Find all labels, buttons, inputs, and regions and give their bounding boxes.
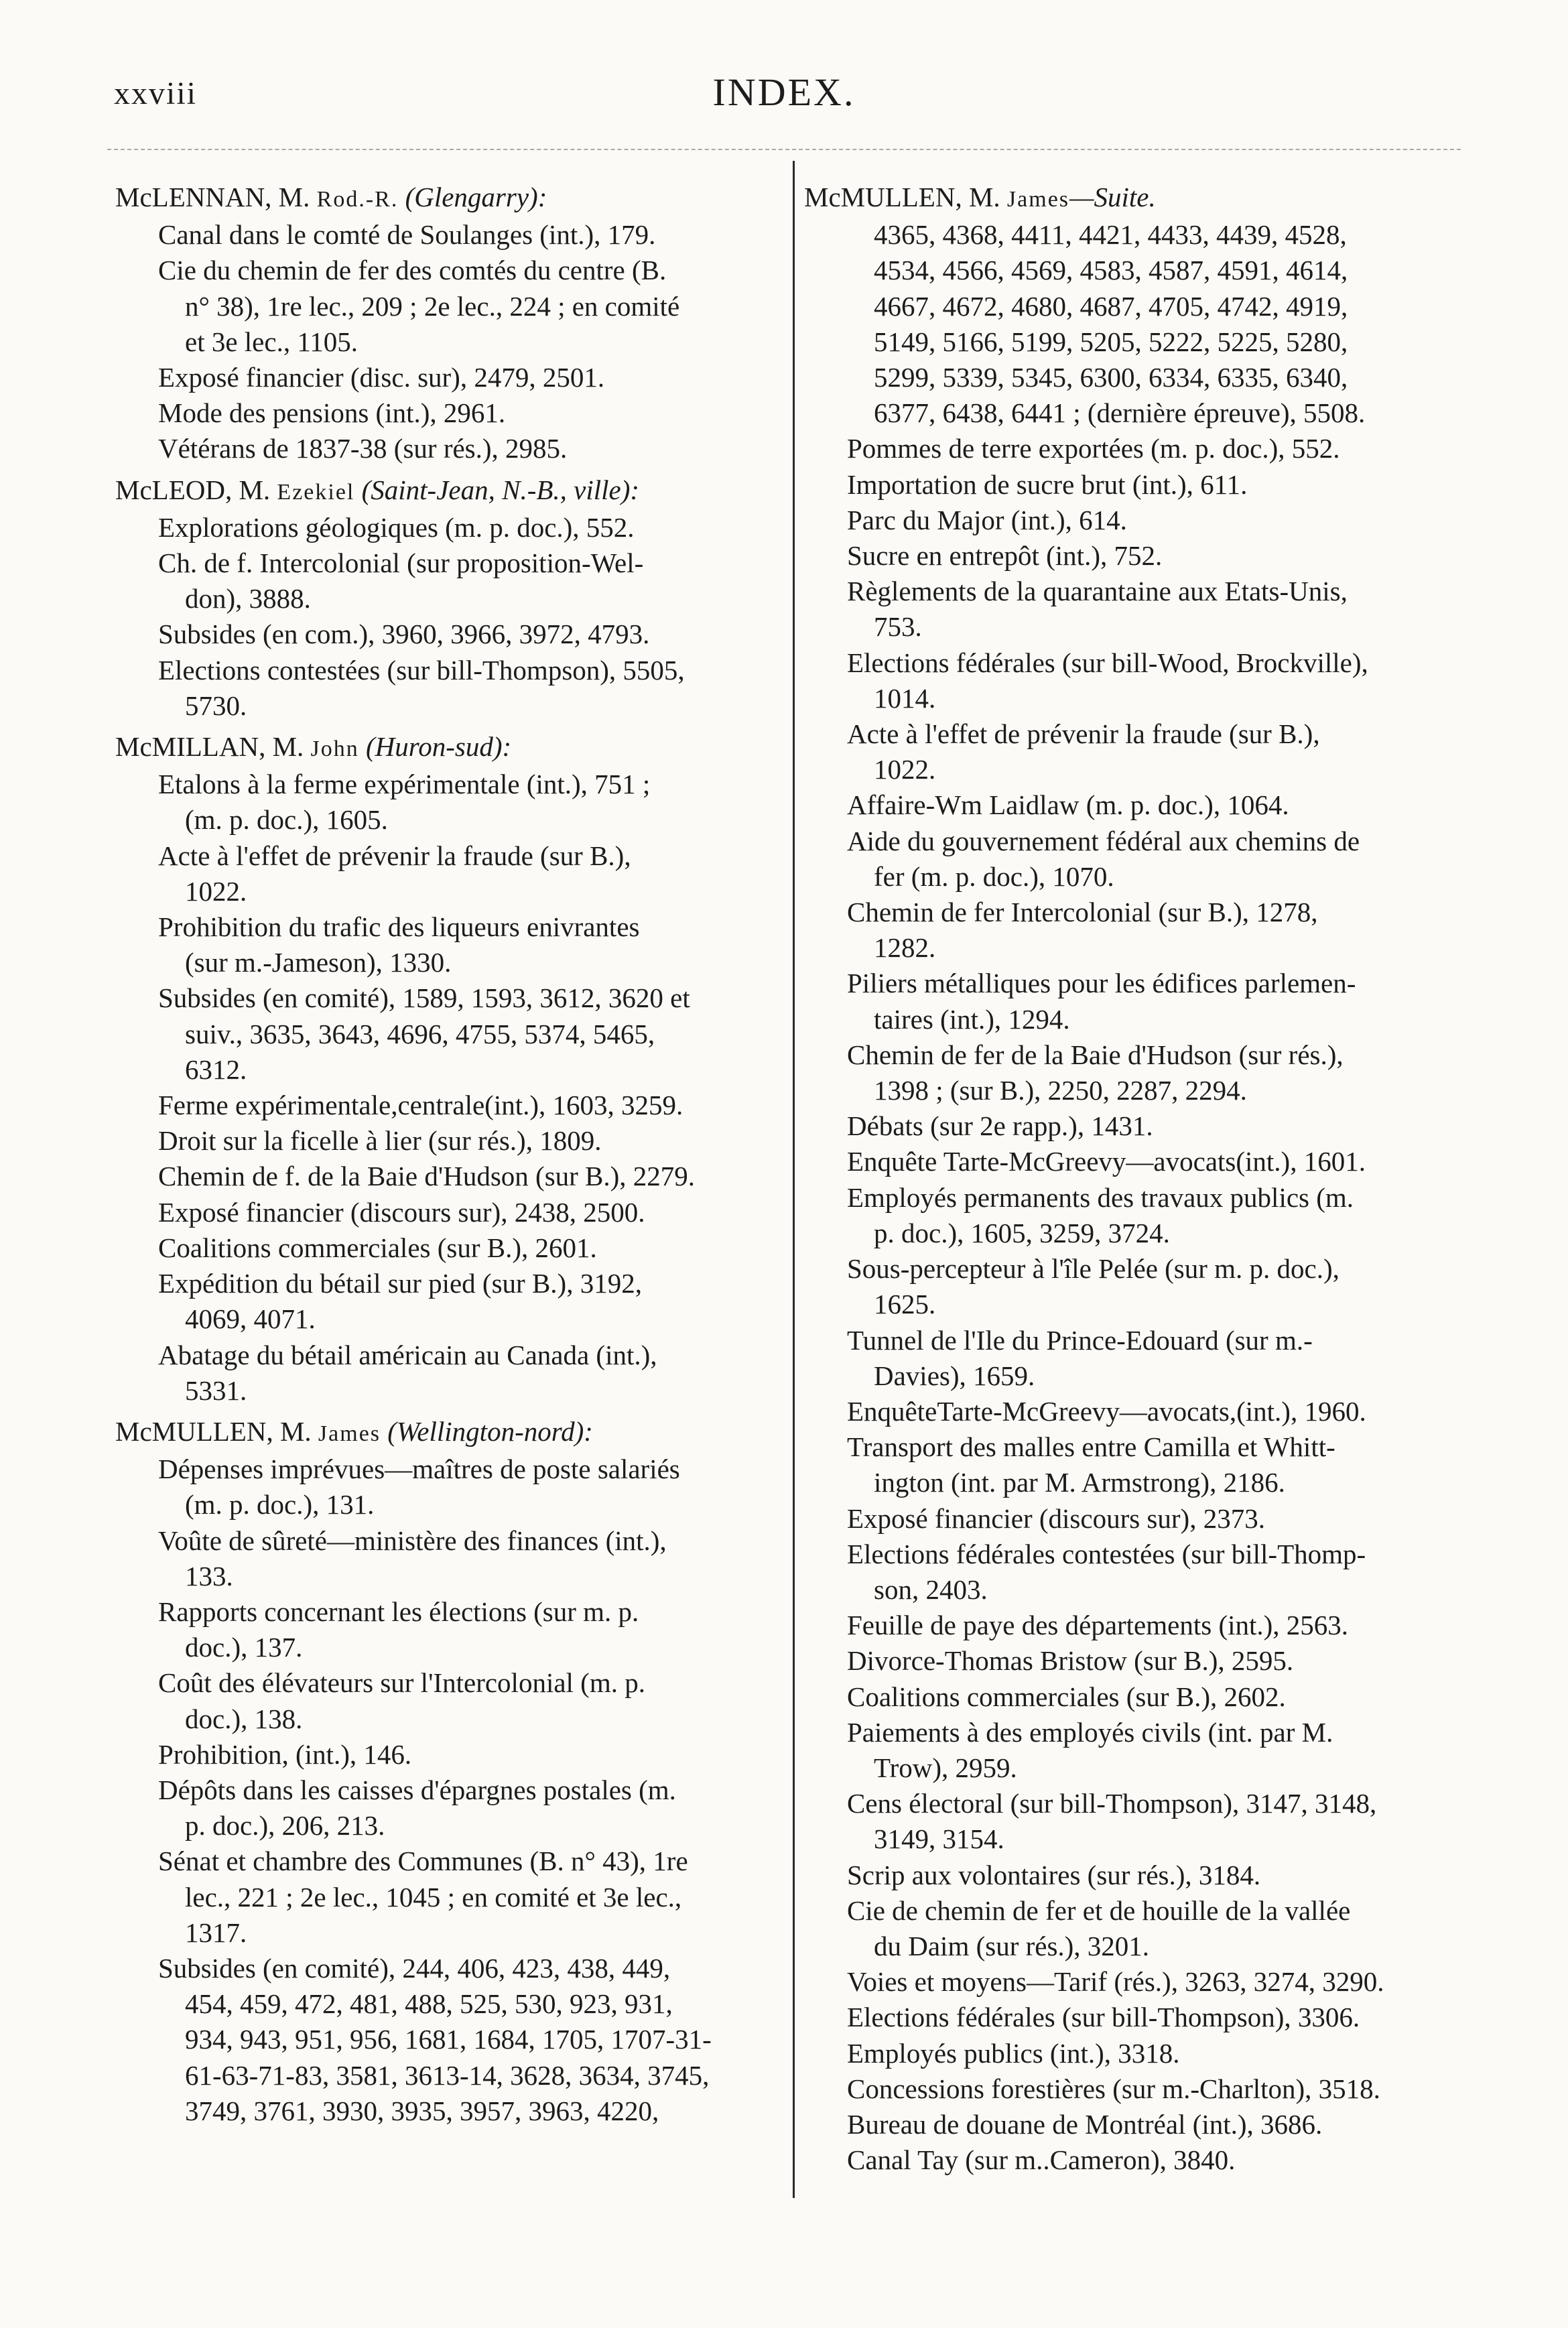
member-riding: (Huron-sud): [366, 731, 512, 763]
index-line: Exposé financier (discours sur), 2438, 2500. [158, 1196, 645, 1228]
index-line: (m. p. doc.), 1605. [185, 804, 388, 836]
index-line: Voûte de sûreté—ministère des finances (int.), [158, 1525, 667, 1556]
index-entry-mclennan [115, 180, 779, 467]
continuation-suffix: —Suite. [1069, 182, 1156, 212]
index-line: Elections fédérales (sur bill-Wood, Brockville), [847, 647, 1368, 678]
index-line: Employés publics (int.), 3318. [847, 2037, 1180, 2069]
index-line: 4667, 4672, 4680, 4687, 4705, 4742, 4919, [874, 290, 1348, 322]
index-line: Prohibition du trafic des liqueurs enivrantes [158, 911, 640, 943]
index-line: Davies), 1659. [874, 1360, 1035, 1391]
index-line: Etalons à la ferme expérimentale (int.), 751 ; [158, 769, 651, 800]
index-line: Affaire-Wm Laidlaw (m. p. doc.), 1064. [847, 789, 1289, 821]
index-line: 1398 ; (sur B.), 2250, 2287, 2294. [874, 1075, 1247, 1106]
index-line: et 3e lec., 1105. [185, 326, 358, 357]
index-line: son, 2403. [874, 1573, 988, 1605]
right-column [804, 180, 1477, 2178]
index-line: Concessions forestières (sur m.-Charlton), 3518. [847, 2073, 1380, 2104]
index-line: 1022. [874, 754, 936, 785]
index-line: Parc du Major (int.), 614. [847, 504, 1127, 535]
index-line: Règlements de la quarantaine aux Etats-Unis, [847, 576, 1348, 607]
index-line: Acte à l'effet de prévenir la fraude (sur B.), [847, 718, 1320, 750]
left-column [115, 180, 779, 2134]
page-number: xxviii [114, 76, 198, 111]
member-riding: (Saint-Jean, N.-B., ville): [361, 474, 640, 505]
index-line: ington (int. par M. Armstrong), 2186. [874, 1467, 1285, 1498]
entry-heading [115, 1414, 779, 1451]
member-name: McMILLAN, M. [115, 731, 304, 763]
index-line: Droit sur la ficelle à lier (sur rés.), 1809. [158, 1125, 602, 1157]
index-line: Trow), 2959. [874, 1752, 1017, 1783]
index-line: (m. p. doc.), 131. [185, 1489, 375, 1521]
index-line: suiv., 3635, 3643, 4696, 4755, 5374, 5465, [185, 1018, 655, 1049]
header-rule [107, 149, 1461, 150]
member-given-name: Rod.-R. [316, 187, 399, 212]
index-line: Canal dans le comté de Soulanges (int.), 179. [158, 219, 656, 251]
index-line: 5299, 5339, 5345, 6300, 6334, 6335, 6340, [874, 362, 1348, 393]
index-line: Scrip aux volontaires (sur rés.), 3184. [847, 1859, 1261, 1890]
index-line: Sous-percepteur à l'île Pelée (sur m. p. doc.), [847, 1253, 1340, 1285]
member-given-name: Ezekiel [277, 479, 355, 505]
index-line: 454, 459, 472, 481, 488, 525, 530, 923, 931, [185, 1988, 673, 2020]
index-line: 5730. [185, 690, 247, 721]
index-line: 4365, 4368, 4411, 4421, 4433, 4439, 4528, [874, 219, 1347, 251]
index-line: Sénat et chambre des Communes (B. n° 43), 1re [158, 1846, 688, 1877]
index-line: Rapports concernant les élections (sur m. p. [158, 1596, 639, 1627]
index-entry-mcmullen [115, 1414, 779, 2129]
index-line: Cens électoral (sur bill-Thompson), 3147, 3148, [847, 1788, 1377, 1819]
index-line: Cie du chemin de fer des comtés du centre (B. [158, 255, 667, 286]
index-line: 934, 943, 951, 956, 1681, 1684, 1705, 1707-31- [185, 2024, 712, 2055]
index-line: Pommes de terre exportées (m. p. doc.), 552. [847, 433, 1340, 464]
index-line: Elections fédérales (sur bill-Thompson), 3306. [847, 2002, 1360, 2033]
index-line: Subsides (en com.), 3960, 3966, 3972, 4793. [158, 619, 650, 650]
index-line: taires (int.), 1294. [874, 1003, 1070, 1035]
index-line: 1022. [185, 875, 247, 907]
index-line: p. doc.), 206, 213. [185, 1810, 385, 1841]
index-line: n° 38), 1re lec., 209 ; 2e lec., 224 ; en comité [185, 290, 680, 322]
index-line: 753. [874, 611, 922, 643]
index-line: Enquête Tarte-McGreevy—avocats(int.), 1601. [847, 1146, 1366, 1177]
index-line: 6312. [185, 1053, 247, 1085]
index-line: lec., 221 ; 2e lec., 1045 ; en comité et 3e lec., [185, 1881, 682, 1913]
page-title: INDEX. [712, 70, 856, 114]
index-line: 3749, 3761, 3930, 3935, 3957, 3963, 4220, [185, 2095, 659, 2126]
member-name: McMULLEN, M. [804, 182, 1000, 212]
index-line: 6377, 6438, 6441 ; (dernière épreuve), 5508. [874, 397, 1366, 429]
index-line: Feuille de paye des départements (int.), 2563. [847, 1610, 1349, 1641]
column-divider [793, 161, 795, 2198]
index-line: Subsides (en comité), 1589, 1593, 3612, 3620 et [158, 982, 690, 1014]
index-line: Voies et moyens—Tarif (rés.), 3263, 3274, 3290. [847, 1966, 1384, 1998]
index-line: Vétérans de 1837-38 (sur rés.), 2985. [158, 433, 568, 464]
index-line: 4069, 4071. [185, 1303, 316, 1335]
index-line: Cie de chemin de fer et de houille de la vallée [847, 1894, 1351, 1926]
index-line: Divorce-Thomas Bristow (sur B.), 2595. [847, 1645, 1294, 1677]
index-line: p. doc.), 1605, 3259, 3724. [874, 1217, 1170, 1248]
index-line: don), 3888. [185, 583, 311, 615]
index-line: 61-63-71-83, 3581, 3613-14, 3628, 3634, 3745, [185, 2059, 710, 2091]
index-line: Expédition du bétail sur pied (sur B.), 3192, [158, 1268, 642, 1299]
index-line: doc.), 138. [185, 1703, 303, 1734]
index-line: EnquêteTarte-McGreevy—avocats,(int.), 1960. [847, 1395, 1366, 1427]
index-line: Ch. de f. Intercolonial (sur proposition-Wel- [158, 547, 644, 579]
index-line: Coalitions commerciales (sur B.), 2602. [847, 1681, 1286, 1712]
member-given-name: James [318, 1421, 381, 1446]
index-line: Exposé financier (discours sur), 2373. [847, 1502, 1265, 1534]
index-line: Sucre en entrepôt (int.), 752. [847, 540, 1163, 572]
member-name: McLEOD, M. [115, 474, 271, 505]
index-entry-mcmillan [115, 729, 779, 1409]
index-line: du Daim (sur rés.), 3201. [874, 1930, 1150, 1961]
member-given-name: James [1006, 187, 1070, 212]
continuation-heading [804, 180, 1477, 217]
index-line: Employés permanents des travaux publics (m. [847, 1181, 1354, 1213]
index-line: Importation de sucre brut (int.), 611. [847, 468, 1248, 500]
index-line: Tunnel de l'Ile du Prince-Edouard (sur m.- [847, 1324, 1313, 1356]
entry-heading [115, 472, 779, 510]
index-line: Exposé financier (disc. sur), 2479, 2501. [158, 362, 605, 393]
index-line: Coalitions commerciales (sur B.), 2601. [158, 1232, 597, 1263]
index-line: Piliers métalliques pour les édifices parlemen- [847, 968, 1356, 999]
index-line: 1317. [185, 1917, 247, 1948]
index-line: Subsides (en comité), 244, 406, 423, 438, 449, [158, 1952, 671, 1984]
index-line: Débats (sur 2e rapp.), 1431. [847, 1110, 1153, 1142]
index-line: 5331. [185, 1374, 247, 1406]
index-line: Transport des malles entre Camilla et Whitt- [847, 1431, 1335, 1463]
index-line: Elections contestées (sur bill-Thompson), 5505, [158, 654, 685, 686]
index-line: Bureau de douane de Montréal (int.), 3686. [847, 2108, 1323, 2140]
index-line: doc.), 137. [185, 1632, 303, 1663]
index-line: 1625. [874, 1289, 936, 1320]
index-line: (sur m.-Jameson), 1330. [185, 947, 452, 978]
index-line: Abatage du bétail américain au Canada (int.), [158, 1339, 657, 1370]
member-name: McMULLEN, M. [115, 1415, 312, 1447]
index-line: 1282. [874, 932, 936, 964]
index-line: Dépôts dans les caisses d'épargnes postales (m. [158, 1774, 676, 1805]
index-line: 3149, 3154. [874, 1823, 1004, 1855]
index-line: fer (m. p. doc.), 1070. [874, 860, 1114, 892]
entry-heading [115, 729, 779, 767]
index-line: 4534, 4566, 4569, 4583, 4587, 4591, 4614, [874, 255, 1348, 286]
index-line: 133. [185, 1560, 233, 1592]
index-line: Chemin de fer Intercolonial (sur B.), 1278, [847, 897, 1318, 928]
index-line: Explorations géologiques (m. p. doc.), 552. [158, 511, 635, 543]
index-line: Prohibition, (int.), 146. [158, 1738, 412, 1770]
member-name: McLENNAN, M. [115, 182, 310, 212]
index-line: Dépenses imprévues—maîtres de poste salariés [158, 1453, 680, 1485]
entry-heading [115, 180, 779, 217]
member-riding: (Wellington-nord): [387, 1415, 593, 1447]
index-entry-mcleod [115, 472, 779, 724]
index-line: Elections fédérales contestées (sur bill-Thomp- [847, 1538, 1366, 1569]
index-line: Canal Tay (sur m..Cameron), 3840. [847, 2144, 1236, 2176]
member-riding: (Glengarry): [405, 182, 547, 212]
index-line: Chemin de f. de la Baie d'Hudson (sur B.), 2279. [158, 1161, 696, 1192]
index-line: Ferme expérimentale,centrale(int.), 1603, 3259. [158, 1090, 683, 1121]
index-line: Paiements à des employés civils (int. par M. [847, 1716, 1333, 1748]
index-line: Acte à l'effet de prévenir la fraude (sur B.), [158, 840, 631, 871]
index-line: Aide du gouvernement fédéral aux chemins de [847, 825, 1360, 856]
index-line: 1014. [874, 682, 936, 714]
index-line: Coût des élévateurs sur l'Intercolonial (m. p. [158, 1667, 645, 1699]
index-line: 5149, 5166, 5199, 5205, 5222, 5225, 5280, [874, 326, 1348, 357]
index-line: Chemin de fer de la Baie d'Hudson (sur rés.), [847, 1039, 1344, 1070]
member-given-name: John [310, 736, 359, 762]
index-line: Mode des pensions (int.), 2961. [158, 397, 506, 429]
